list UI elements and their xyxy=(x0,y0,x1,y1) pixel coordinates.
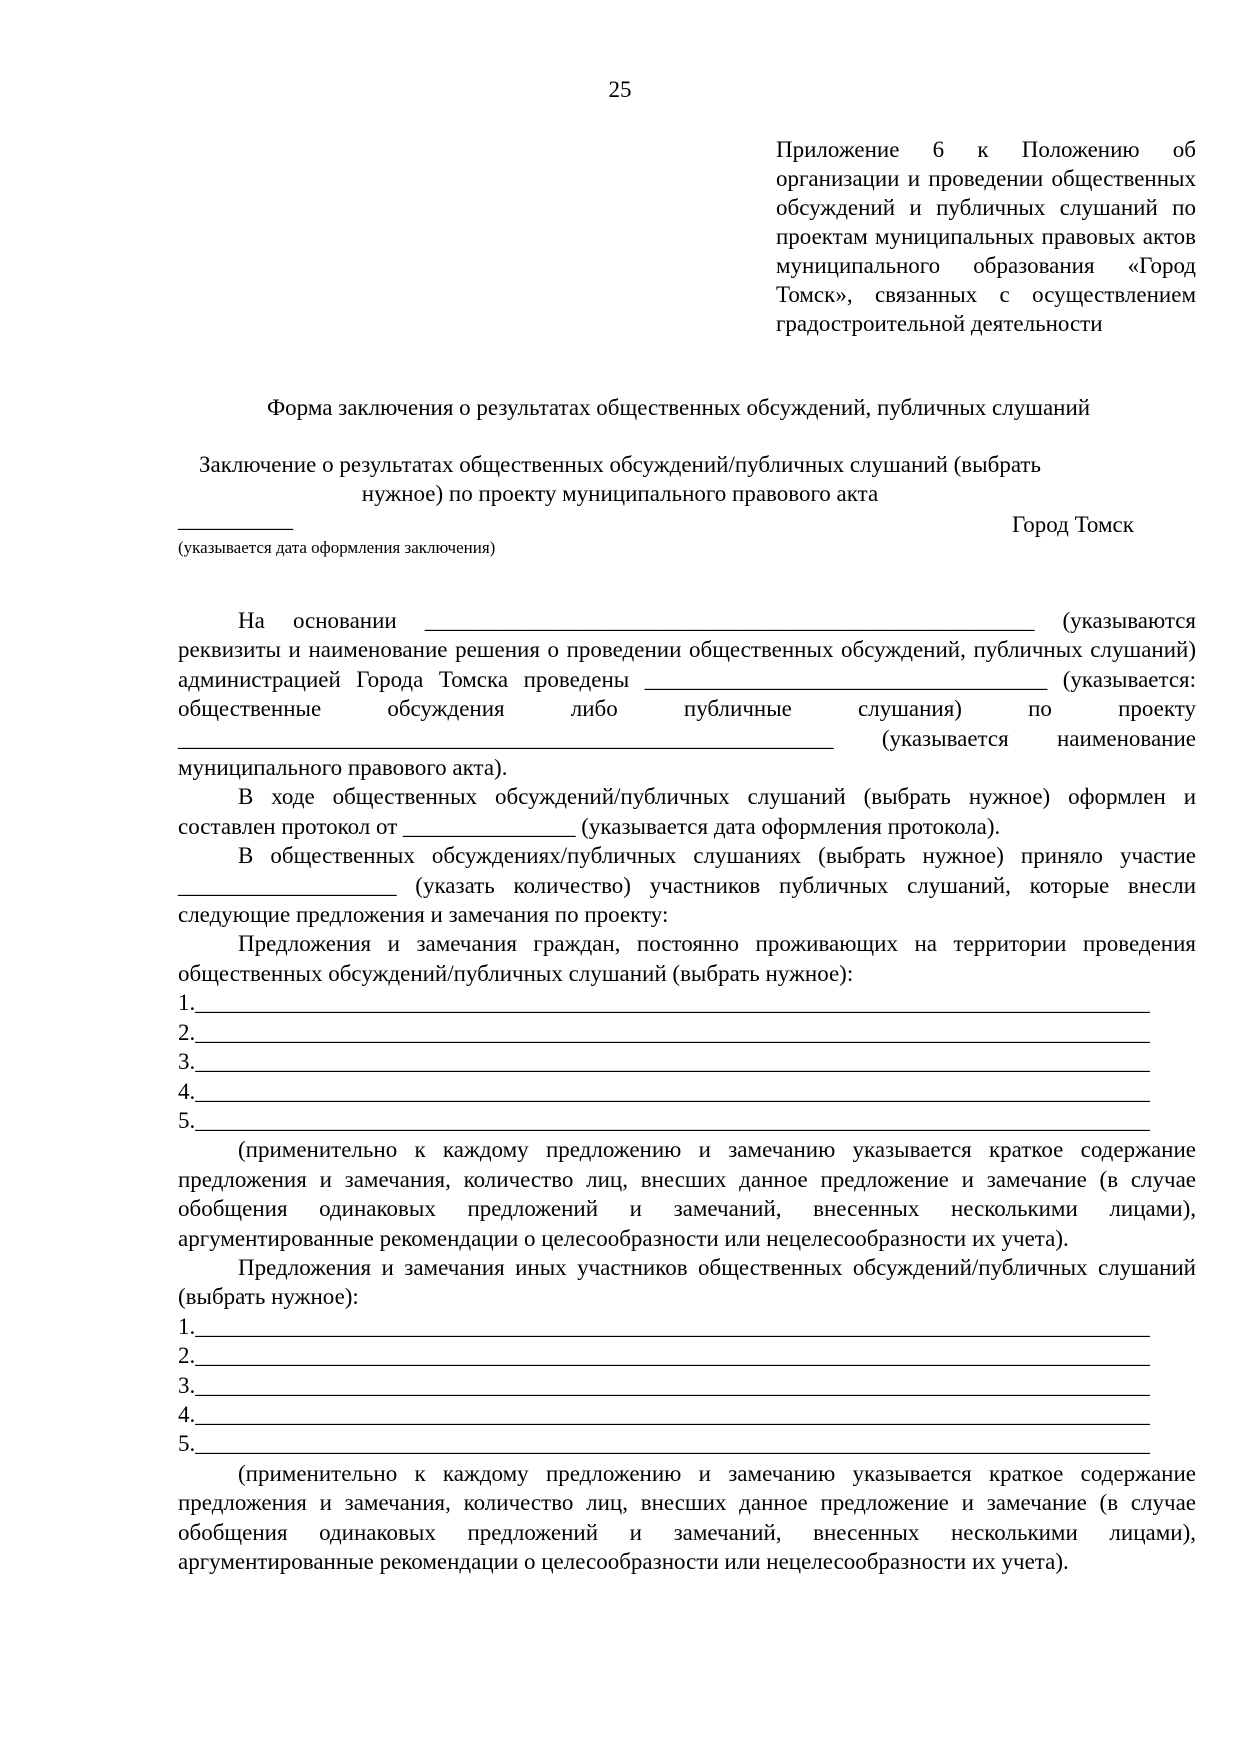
list-item: 4.___________________________________________________________________________________ xyxy=(178,1078,1150,1104)
paragraph-participants: В общественных обсуждениях/публичных слушаниях (выбрать нужное) приняло участие ___________________ (указать количество) участников публичных слушаний, которые внесли следующие предложения и замечания по проекту: xyxy=(178,843,1196,928)
list-item: 5.___________________________________________________________________________________ xyxy=(178,1107,1150,1133)
appendix-note: Приложение 6 к Положению об организации и проведении общественных обсуждений и публичных слушаний по проектам муниципальных правовых актов муниципального образования «Город Томск», связанных с осуществлением градостроительной деятельности xyxy=(776,137,1196,336)
conclusion-title xyxy=(0,450,1240,508)
list-item: 2.___________________________________________________________________________________ xyxy=(178,1019,1150,1045)
list-item: 3.___________________________________________________________________________________ xyxy=(178,1372,1150,1398)
paragraph-citizens-proposals: Предложения и замечания граждан, постоянно проживающих на территории проведения общественных обсуждений/публичных слушаний (выбрать нужное): xyxy=(178,931,1196,986)
page-number: 25 xyxy=(608,77,632,102)
paragraph-basis: На основании _____________________________________________________ (указываются реквизиты и наименование решения о проведении общественных обсуждений, публичных слушаний) администрацией Города Томска проведены ___________________________________ (указывается: общественные обсуждения либо публичные слушания) по проекту _________________________________________________________ (указывается наименование муниципального правового акта). xyxy=(178,608,1196,781)
conclusion-title-line2: нужное) по проекту муниципального правового акта xyxy=(361,481,879,506)
list-item: 1.___________________________________________________________________________________ xyxy=(178,1313,1150,1339)
paragraph-other-proposals: Предложения и замечания иных участников общественных обсуждений/публичных слушаний (выбрать нужное): xyxy=(178,1254,1196,1310)
conclusion-title-line1: Заключение о результатах общественных обсуждений/публичных слушаний (выбрать xyxy=(199,452,1041,477)
list-item: 5.___________________________________________________________________________________ xyxy=(178,1431,1150,1457)
list-item: 3.___________________________________________________________________________________ xyxy=(178,1049,1150,1075)
citizens-proposals-list xyxy=(178,988,1196,1135)
form-title: Форма заключения о результатах общественных обсуждений, публичных слушаний xyxy=(267,395,1091,420)
note-other-proposals: (применительно к каждому предложению и замечанию указывается краткое содержание предложения и замечания, количество лиц, внесших данное предложение и замечание (в случае обобщения одинаковых предложений и замечаний, внесенных несколькими лицами), аргументированные рекомендации о целесообразности или нецелесообразности их учета). xyxy=(178,1460,1196,1574)
list-item: 2.___________________________________________________________________________________ xyxy=(178,1343,1150,1369)
date-caption: (указывается дата оформления заключения) xyxy=(178,538,496,557)
other-proposals-list xyxy=(178,1312,1196,1459)
note-citizens-proposals: (применительно к каждому предложению и замечанию указывается краткое содержание предложения и замечания, количество лиц, внесших данное предложение и замечание (в случае обобщения одинаковых предложений и замечаний, внесенных несколькими лицами), аргументированные рекомендации о целесообразности или нецелесообразности их учета). xyxy=(178,1137,1196,1251)
paragraph-protocol: В ходе общественных обсуждений/публичных слушаний (выбрать нужное) оформлен и составлен протокол от _______________ (указывается дата оформления протокола). xyxy=(178,784,1196,839)
city-name: Город Томск xyxy=(1012,512,1134,537)
document-body xyxy=(178,606,1196,1576)
date-blank: __________ xyxy=(178,507,293,532)
list-item: 4.___________________________________________________________________________________ xyxy=(178,1401,1150,1427)
list-item: 1.___________________________________________________________________________________ xyxy=(178,990,1150,1016)
